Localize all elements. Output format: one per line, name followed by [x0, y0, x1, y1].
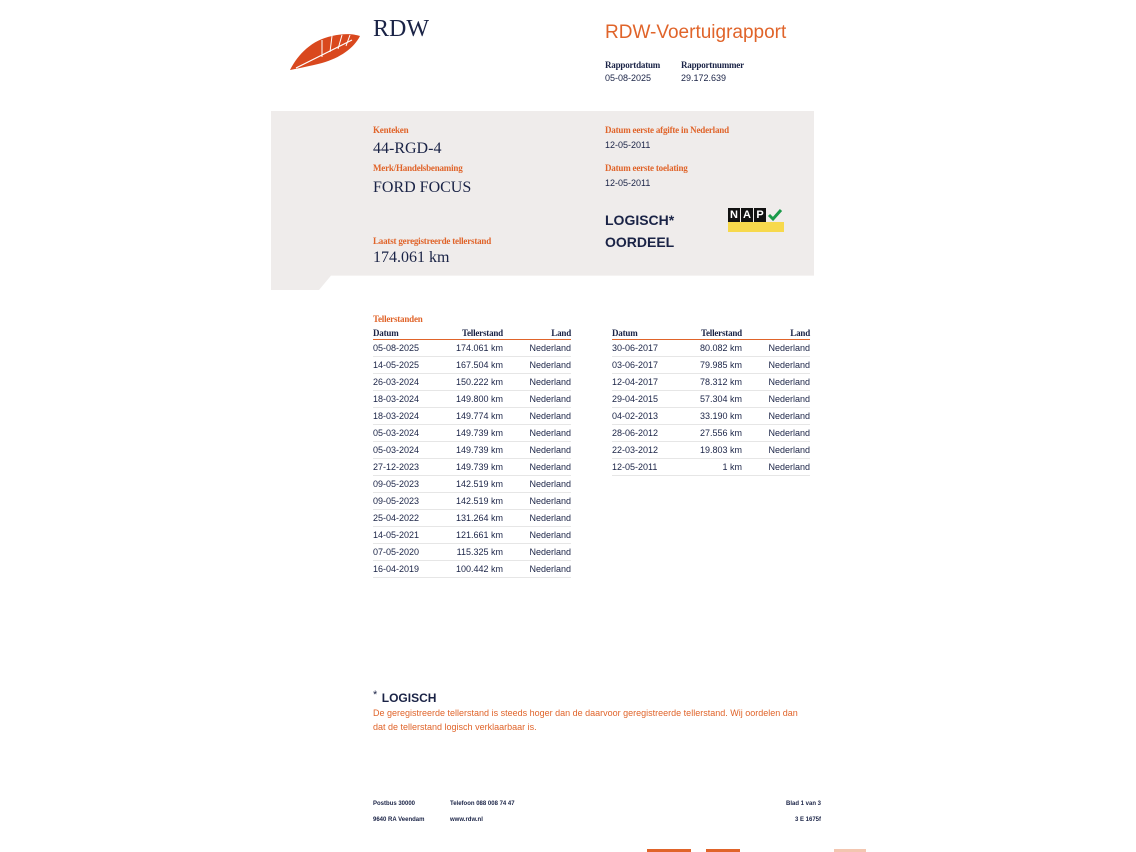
cell-country: Nederland	[503, 510, 571, 527]
cell-reading: 1 km	[682, 459, 742, 476]
cell-date: 09-05-2023	[373, 493, 443, 510]
cell-country: Nederland	[742, 425, 810, 442]
cell-date: 16-04-2019	[373, 561, 443, 578]
footer-postbus: Postbus 30000	[373, 801, 416, 807]
table-header-row	[373, 328, 571, 340]
table-row	[373, 493, 571, 510]
table-row	[373, 408, 571, 425]
cell-date: 05-03-2024	[373, 425, 443, 442]
cell-date: 04-02-2013	[612, 408, 682, 425]
column-header-country: Land	[742, 328, 810, 340]
cell-reading: 149.774 km	[443, 408, 503, 425]
cell-date: 26-03-2024	[373, 374, 443, 391]
table-row	[373, 544, 571, 561]
cell-date: 05-08-2025	[373, 340, 443, 357]
cell-country: Nederland	[503, 544, 571, 561]
cell-reading: 149.739 km	[443, 459, 503, 476]
table-row	[373, 459, 571, 476]
cell-reading: 78.312 km	[682, 374, 742, 391]
vehicle-panel	[271, 111, 814, 290]
table-row	[612, 459, 810, 476]
table-row	[612, 374, 810, 391]
table-row	[612, 442, 810, 459]
cell-date: 09-05-2023	[373, 476, 443, 493]
cell-reading: 115.325 km	[443, 544, 503, 561]
verdict-line-1: LOGISCH*	[605, 212, 675, 228]
cell-country: Nederland	[503, 425, 571, 442]
verdict-line-2: OORDEEL	[605, 234, 675, 250]
cell-country: Nederland	[503, 442, 571, 459]
cell-country: Nederland	[503, 408, 571, 425]
table-row	[373, 476, 571, 493]
cell-date: 22-03-2012	[612, 442, 682, 459]
report-date: 05-08-2025	[605, 73, 652, 83]
cell-reading: 142.519 km	[443, 476, 503, 493]
report-number-label: Rapportnummer	[681, 60, 744, 70]
cell-date: 14-05-2025	[373, 357, 443, 374]
note-title: LOGISCH	[381, 691, 437, 705]
cell-reading: 80.082 km	[682, 340, 742, 357]
cell-reading: 27.556 km	[682, 425, 742, 442]
footer-phone: Telefoon 088 008 74 47	[450, 801, 515, 807]
note-star: *	[373, 689, 378, 701]
plate-label: Kenteken	[373, 125, 409, 135]
cell-reading: 167.504 km	[443, 357, 503, 374]
cell-reading: 149.739 km	[443, 442, 503, 459]
column-header-reading: Tellerstand	[682, 328, 742, 340]
cell-date: 18-03-2024	[373, 391, 443, 408]
table-row	[612, 391, 810, 408]
cell-reading: 174.061 km	[443, 340, 503, 357]
odometer-label: Laatst geregistreerde tellerstand	[373, 236, 492, 246]
cell-date: 28-06-2012	[612, 425, 682, 442]
table-row	[373, 561, 571, 578]
cell-country: Nederland	[742, 459, 810, 476]
table-row	[612, 357, 810, 374]
note-text-line-2: dat de tellerstand logisch verklaarbaar is.	[373, 722, 537, 732]
table-row	[612, 425, 810, 442]
cell-reading: 142.519 km	[443, 493, 503, 510]
cell-country: Nederland	[742, 442, 810, 459]
cell-date: 27-12-2023	[373, 459, 443, 476]
cell-country: Nederland	[742, 374, 810, 391]
rdw-logo-icon	[288, 30, 364, 72]
cell-country: Nederland	[742, 357, 810, 374]
cell-country: Nederland	[503, 340, 571, 357]
footer-website[interactable]: www.rdw.nl	[450, 817, 483, 823]
cell-reading: 121.661 km	[443, 527, 503, 544]
table-row	[373, 374, 571, 391]
cell-country: Nederland	[503, 493, 571, 510]
cell-reading: 150.222 km	[443, 374, 503, 391]
cell-country: Nederland	[503, 459, 571, 476]
cell-country: Nederland	[503, 527, 571, 544]
cell-date: 25-04-2022	[373, 510, 443, 527]
cell-date: 30-06-2017	[612, 340, 682, 357]
check-icon	[767, 208, 783, 222]
first-issue-nl-label: Datum eerste afgifte in Nederland	[605, 125, 729, 135]
cell-country: Nederland	[503, 374, 571, 391]
first-admission-label: Datum eerste toelating	[605, 163, 688, 173]
cell-date: 14-05-2021	[373, 527, 443, 544]
table-row	[373, 391, 571, 408]
readings-table-right	[612, 328, 810, 476]
cell-date: 18-03-2024	[373, 408, 443, 425]
footer-code: 3 E 1675f	[794, 817, 821, 823]
table-row	[612, 408, 810, 425]
footer-address: 9640 RA Veendam	[373, 817, 425, 823]
cell-reading: 149.739 km	[443, 425, 503, 442]
report-number: 29.172.639	[681, 73, 727, 83]
cell-reading: 149.800 km	[443, 391, 503, 408]
nap-letter: N	[728, 208, 740, 222]
table-header-row	[612, 328, 810, 340]
make-value: FORD FOCUS	[373, 179, 472, 196]
cell-reading: 79.985 km	[682, 357, 742, 374]
table-row	[373, 425, 571, 442]
report-title: RDW-Voertuigrapport	[605, 22, 787, 43]
note-heading	[373, 689, 436, 707]
cell-country: Nederland	[742, 340, 810, 357]
cell-country: Nederland	[503, 561, 571, 578]
column-header-date: Datum	[612, 328, 682, 340]
cell-reading: 131.264 km	[443, 510, 503, 527]
column-header-reading: Tellerstand	[443, 328, 503, 340]
make-label: Merk/Handelsbenaming	[373, 163, 463, 173]
table-row	[373, 357, 571, 374]
plate-value: 44-RGD-4	[373, 140, 442, 157]
report-date-label: Rapportdatum	[605, 60, 661, 70]
cell-date: 29-04-2015	[612, 391, 682, 408]
nap-letter: A	[741, 208, 753, 222]
cell-date: 12-05-2011	[612, 459, 682, 476]
cell-date: 03-06-2017	[612, 357, 682, 374]
cell-date: 07-05-2020	[373, 544, 443, 561]
cell-reading: 100.442 km	[443, 561, 503, 578]
cell-country: Nederland	[503, 357, 571, 374]
readings-title: Tellerstanden	[373, 314, 423, 324]
table-row	[373, 527, 571, 544]
column-header-country: Land	[503, 328, 571, 340]
column-header-date: Datum	[373, 328, 443, 340]
cell-reading: 19.803 km	[682, 442, 742, 459]
cell-date: 05-03-2024	[373, 442, 443, 459]
cell-country: Nederland	[503, 391, 571, 408]
table-row	[373, 340, 571, 357]
readings-table-left	[373, 328, 571, 578]
footer-page-number: Blad 1 van 3	[785, 801, 821, 807]
cell-date: 12-04-2017	[612, 374, 682, 391]
first-admission-value: 12-05-2011	[605, 178, 651, 188]
note-text-line-1: De geregistreerde tellerstand is steeds hoger dan de daarvoor geregistreerde tellerstand. Wij oordelen dan	[373, 708, 798, 718]
table-row	[373, 510, 571, 527]
odometer-value: 174.061 km	[373, 249, 450, 266]
brand-name: RDW	[373, 16, 429, 42]
cell-reading: 57.304 km	[682, 391, 742, 408]
nap-badge-icon	[728, 208, 784, 232]
cell-country: Nederland	[503, 476, 571, 493]
cell-reading: 33.190 km	[682, 408, 742, 425]
first-issue-nl-value: 12-05-2011	[605, 140, 651, 150]
cell-country: Nederland	[742, 391, 810, 408]
table-row	[373, 442, 571, 459]
nap-letter: P	[754, 208, 766, 222]
cell-country: Nederland	[742, 408, 810, 425]
table-row	[612, 340, 810, 357]
